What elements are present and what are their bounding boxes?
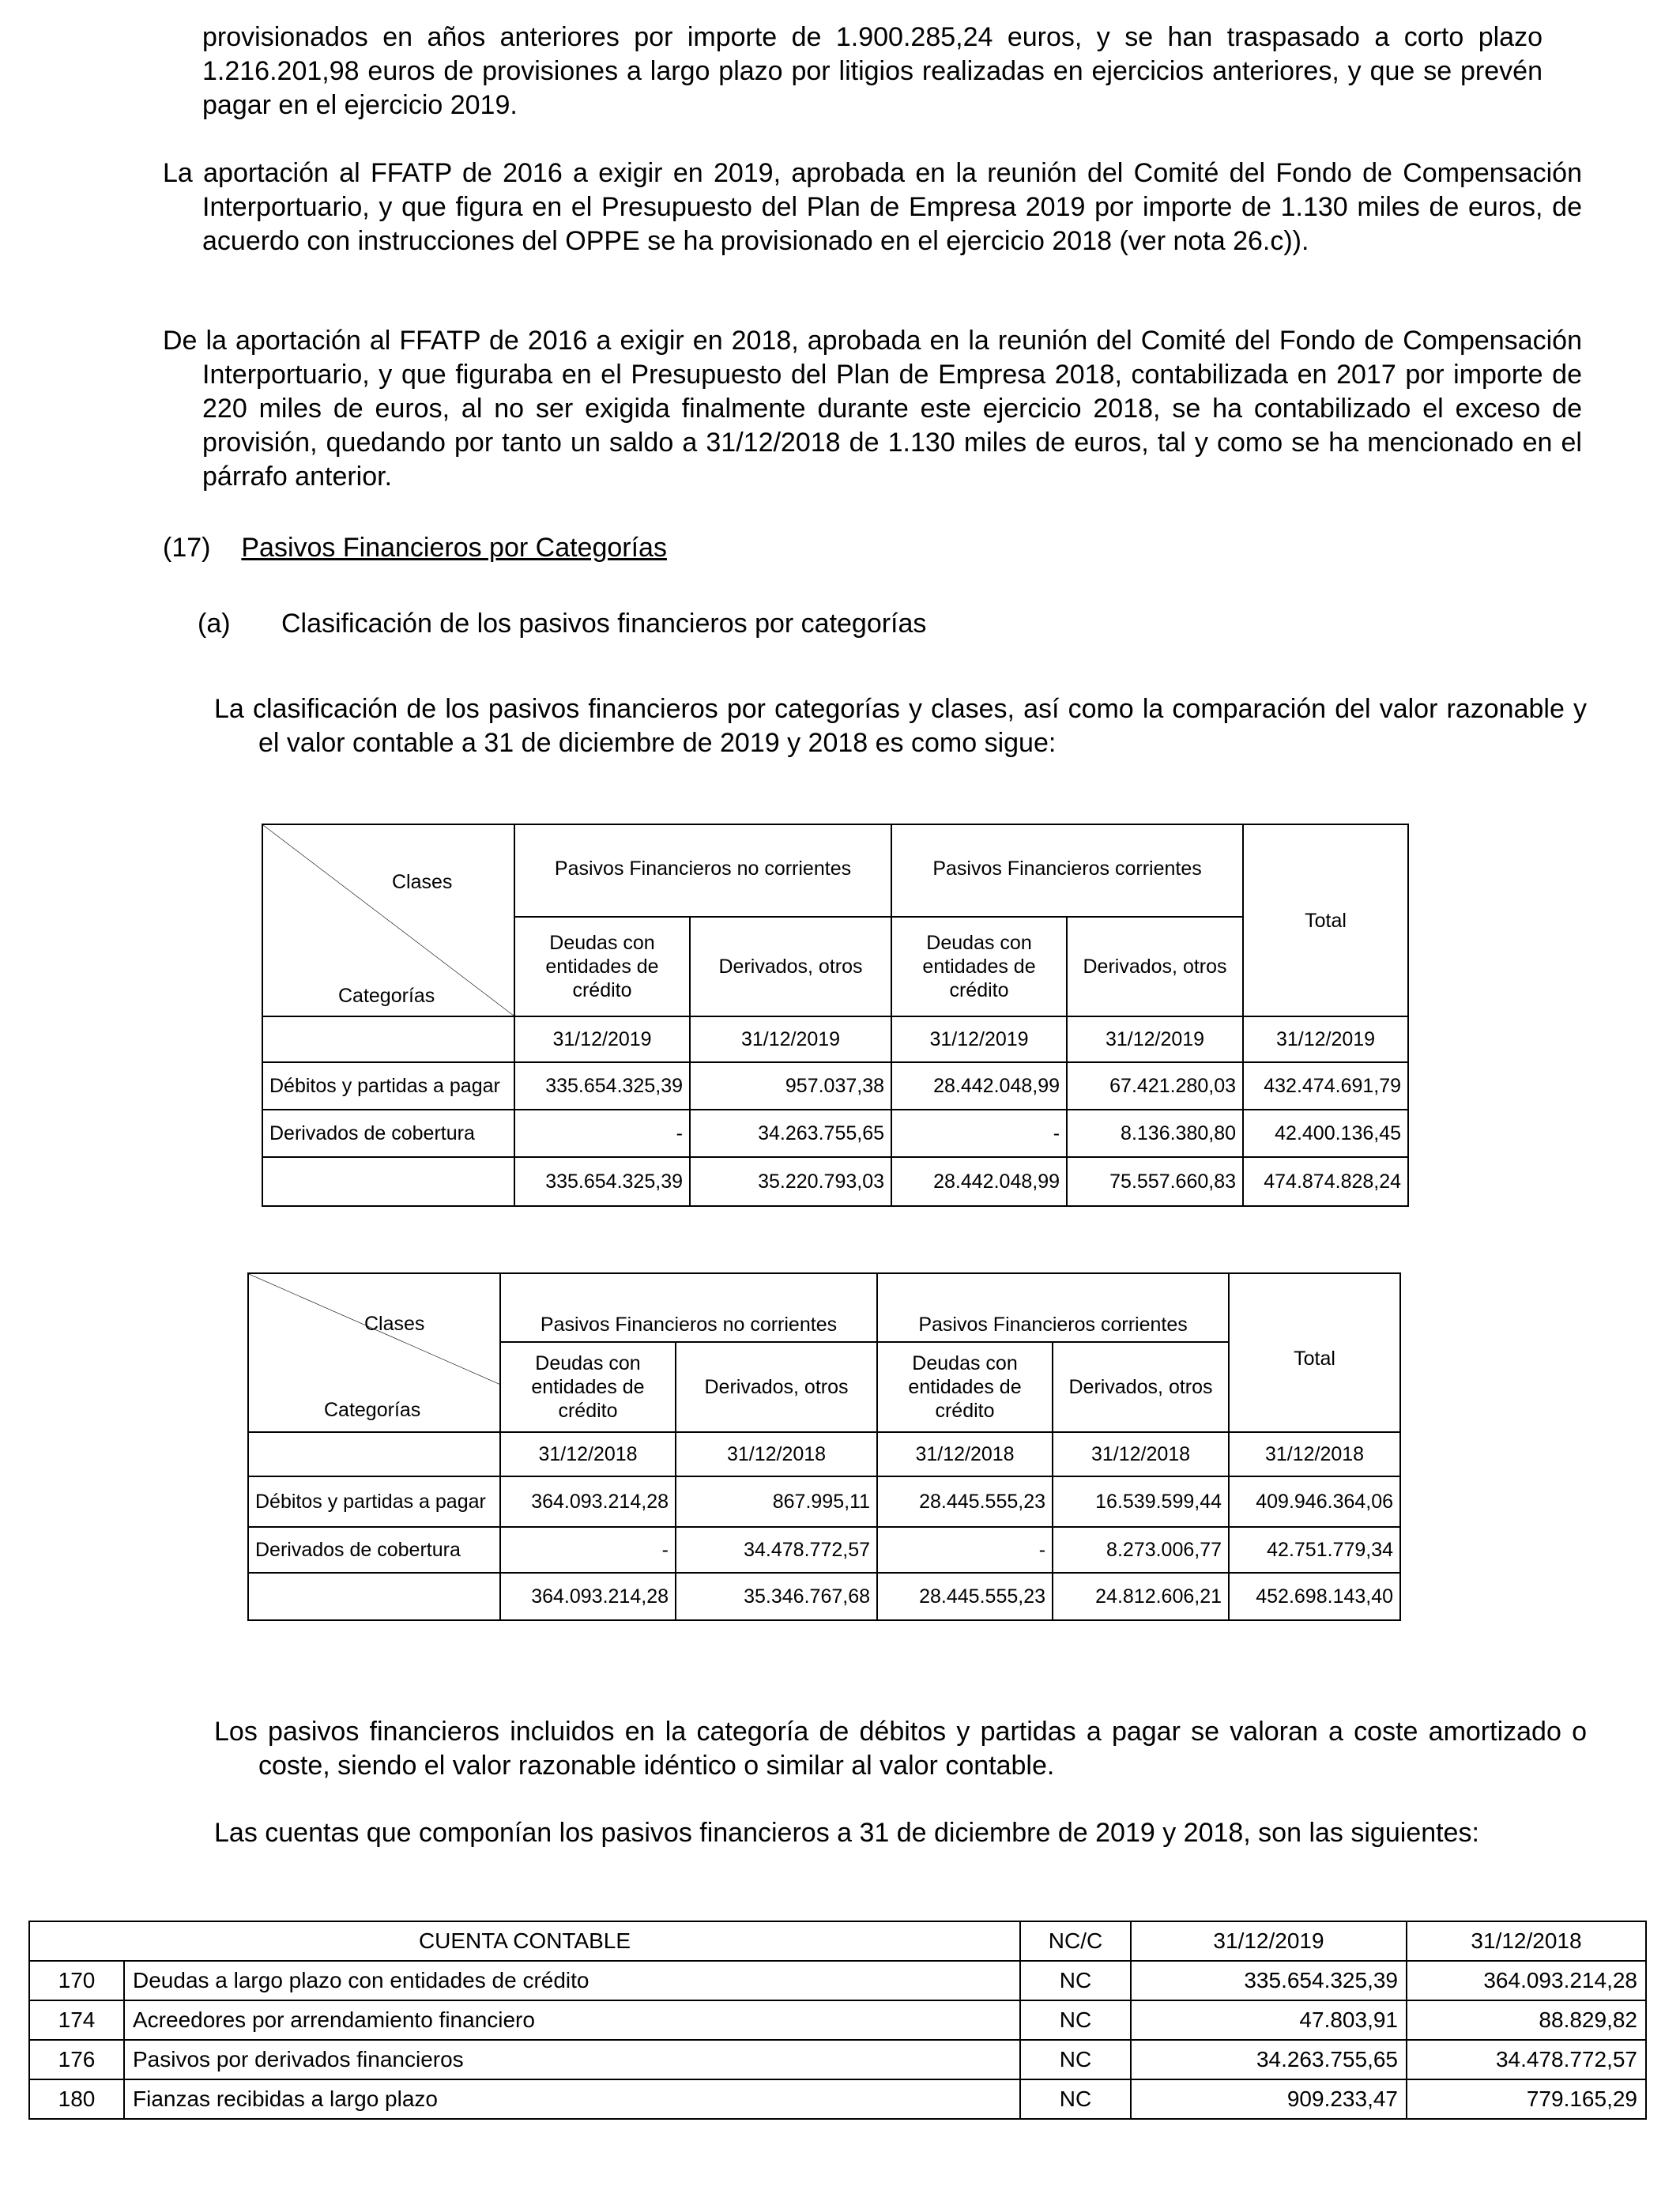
value-cell: 364.093.214,28 xyxy=(500,1573,676,1620)
section-title: Pasivos Financieros por Categorías xyxy=(241,533,667,563)
account-ncc: NC xyxy=(1020,2000,1131,2040)
paragraph-classification-intro: La clasificación de los pasivos financieros por categorías y clases, así como la comparación del valor razonable y el valor contable a 31 de diciembre de 2019 y 2018 es como sigue: xyxy=(214,694,1587,758)
account-name: Deudas a largo plazo con entidades de crédito xyxy=(124,1961,1020,2000)
account-name: Pasivos por derivados financieros xyxy=(124,2040,1020,2079)
value-cell: - xyxy=(877,1527,1053,1573)
header-ncc: NC/C xyxy=(1020,1921,1131,1961)
header-total: Total xyxy=(1243,824,1408,1016)
table-row xyxy=(262,1062,1408,1110)
table-header-row xyxy=(29,1921,1646,1961)
subsection-letter: (a) xyxy=(198,609,231,639)
header-clases: Clases xyxy=(364,1313,425,1335)
header-diagonal-cell xyxy=(262,824,514,1016)
table-row xyxy=(29,2000,1646,2040)
header-cuenta-contable: CUENTA CONTABLE xyxy=(29,1921,1020,1961)
value-cell: 34.478.772,57 xyxy=(676,1527,877,1573)
value-cell: 42.751.779,34 xyxy=(1229,1527,1400,1573)
header-deudas-nc: Deudas con entidades de crédito xyxy=(500,1342,676,1432)
account-ncc: NC xyxy=(1020,2079,1131,2119)
account-2018: 88.829,82 xyxy=(1407,2000,1646,2040)
account-code: 176 xyxy=(29,2040,124,2079)
value-cell: 75.557.660,83 xyxy=(1067,1157,1243,1206)
paragraph-ffatp-2018: De la aportación al FFATP de 2016 a exigir en 2018, aprobada en la reunión del Comité del Fondo de Compensación Interportuario, y que figuraba en el Presupuesto del Plan de Empresa 2018, contabilizada en 2017 por importe de 220 miles de euros, al no ser exigida finalmente durante este ejercicio 2018, se ha contabilizado el exceso de provisión, quedando por tanto un saldo a 31/12/2018 de 1.130 miles de euros, tal y como se ha mencionado en el párrafo anterior. xyxy=(163,326,1582,492)
header-group-current: Pasivos Financieros corrientes xyxy=(891,824,1243,917)
table-liabilities-2018 xyxy=(247,1272,1401,1621)
value-cell: 432.474.691,79 xyxy=(1243,1062,1408,1110)
account-2018: 34.478.772,57 xyxy=(1407,2040,1646,2079)
account-2019: 34.263.755,65 xyxy=(1131,2040,1407,2079)
value-cell: 28.442.048,99 xyxy=(891,1062,1067,1110)
account-name: Acreedores por arrendamiento financiero xyxy=(124,2000,1020,2040)
table-liabilities-2019 xyxy=(262,824,1409,1207)
paragraph-ffatp-2019: La aportación al FFATP de 2016 a exigir en 2019, aprobada en la reunión del Comité del Fondo de Compensación Interportuario, y que figura en el Presupuesto del Plan de Empresa 2019 por importe de 1.130 miles de euros, de acuerdo con instrucciones del OPPE se ha provisionado en el ejercicio 2018 (ver nota 26.c)). xyxy=(163,158,1582,256)
row-label xyxy=(248,1573,500,1620)
header-total: Total xyxy=(1229,1273,1400,1432)
date-cell: 31/12/2019 xyxy=(891,1016,1067,1062)
header-derivados-c: Derivados, otros xyxy=(1067,917,1243,1016)
header-derivados-c: Derivados, otros xyxy=(1053,1342,1229,1432)
table-row-total xyxy=(262,1157,1408,1206)
value-cell: 28.445.555,23 xyxy=(877,1476,1053,1527)
value-cell: 409.946.364,06 xyxy=(1229,1476,1400,1527)
value-cell: - xyxy=(514,1110,690,1157)
value-cell: 42.400.136,45 xyxy=(1243,1110,1408,1157)
value-cell: 16.539.599,44 xyxy=(1053,1476,1229,1527)
value-cell: 8.273.006,77 xyxy=(1053,1527,1229,1573)
table-row xyxy=(262,1110,1408,1157)
account-2019: 335.654.325,39 xyxy=(1131,1961,1407,2000)
header-clases: Clases xyxy=(392,871,453,893)
table-row xyxy=(29,2040,1646,2079)
paragraph-valuation: Los pasivos financieros incluidos en la categoría de débitos y partidas a pagar se valoran a coste amortizado o coste, siendo el valor razonable idéntico o similar al valor contable. xyxy=(214,1717,1587,1781)
value-cell: 335.654.325,39 xyxy=(514,1157,690,1206)
value-cell: - xyxy=(891,1110,1067,1157)
account-2018: 364.093.214,28 xyxy=(1407,1961,1646,2000)
account-ncc: NC xyxy=(1020,1961,1131,2000)
value-cell: 35.220.793,03 xyxy=(690,1157,891,1206)
table-row xyxy=(248,1527,1400,1573)
table-row xyxy=(29,1961,1646,2000)
table-row xyxy=(248,1476,1400,1527)
date-cell: 31/12/2019 xyxy=(1243,1016,1408,1062)
header-deudas-c: Deudas con entidades de crédito xyxy=(891,917,1067,1016)
header-diagonal-cell xyxy=(248,1273,500,1432)
date-row-label xyxy=(248,1432,500,1476)
subsection-heading xyxy=(198,607,926,641)
value-cell: 8.136.380,80 xyxy=(1067,1110,1243,1157)
header-categorias: Categorías xyxy=(324,1399,421,1421)
date-cell: 31/12/2018 xyxy=(676,1432,877,1476)
value-cell: 28.442.048,99 xyxy=(891,1157,1067,1206)
header-2018: 31/12/2018 xyxy=(1407,1921,1646,1961)
date-cell: 31/12/2019 xyxy=(514,1016,690,1062)
table-row-total xyxy=(248,1573,1400,1620)
table-accounts xyxy=(28,1921,1647,2120)
date-cell: 31/12/2018 xyxy=(1229,1432,1400,1476)
account-code: 180 xyxy=(29,2079,124,2119)
value-cell: 335.654.325,39 xyxy=(514,1062,690,1110)
header-group-noncurrent: Pasivos Financieros no corrientes xyxy=(500,1273,877,1342)
date-cell: 31/12/2019 xyxy=(690,1016,891,1062)
value-cell: 35.346.767,68 xyxy=(676,1573,877,1620)
header-2019: 31/12/2019 xyxy=(1131,1921,1407,1961)
date-cell: 31/12/2019 xyxy=(1067,1016,1243,1062)
value-cell: 867.995,11 xyxy=(676,1476,877,1527)
account-ncc: NC xyxy=(1020,2040,1131,2079)
date-row-label xyxy=(262,1016,514,1062)
value-cell: 474.874.828,24 xyxy=(1243,1157,1408,1206)
paragraph-continuation: provisionados en años anteriores por importe de 1.900.285,24 euros, y se han traspasado a corto plazo 1.216.201,98 euros de provisiones a largo plazo por litigios realizadas en ejercicios anteriores, y que se prevén pagar en el ejercicio 2019. xyxy=(202,22,1543,120)
header-group-noncurrent: Pasivos Financieros no corrientes xyxy=(514,824,891,917)
header-group-current: Pasivos Financieros corrientes xyxy=(877,1273,1229,1342)
row-label: Derivados de cobertura xyxy=(262,1110,514,1157)
row-label: Derivados de cobertura xyxy=(248,1527,500,1573)
value-cell: 452.698.143,40 xyxy=(1229,1573,1400,1620)
account-code: 170 xyxy=(29,1961,124,2000)
subsection-title: Clasificación de los pasivos financieros por categorías xyxy=(281,609,927,639)
header-deudas-nc: Deudas con entidades de crédito xyxy=(514,917,690,1016)
value-cell: 34.263.755,65 xyxy=(690,1110,891,1157)
value-cell: 28.445.555,23 xyxy=(877,1573,1053,1620)
table-row xyxy=(29,2079,1646,2119)
date-cell: 31/12/2018 xyxy=(500,1432,676,1476)
section-number: (17) xyxy=(163,533,211,563)
account-2019: 909.233,47 xyxy=(1131,2079,1407,2119)
value-cell: 67.421.280,03 xyxy=(1067,1062,1243,1110)
header-derivados-nc: Derivados, otros xyxy=(676,1342,877,1432)
value-cell: - xyxy=(500,1527,676,1573)
value-cell: 24.812.606,21 xyxy=(1053,1573,1229,1620)
row-label xyxy=(262,1157,514,1206)
row-label: Débitos y partidas a pagar xyxy=(248,1476,500,1527)
account-code: 174 xyxy=(29,2000,124,2040)
value-cell: 957.037,38 xyxy=(690,1062,891,1110)
paragraph-accounts-intro: Las cuentas que componían los pasivos financieros a 31 de diciembre de 2019 y 2018, son las siguientes: xyxy=(214,1818,1479,1848)
account-2019: 47.803,91 xyxy=(1131,2000,1407,2040)
header-derivados-nc: Derivados, otros xyxy=(690,917,891,1016)
date-cell: 31/12/2018 xyxy=(1053,1432,1229,1476)
row-label: Débitos y partidas a pagar xyxy=(262,1062,514,1110)
header-categorias: Categorías xyxy=(338,985,435,1007)
account-name: Fianzas recibidas a largo plazo xyxy=(124,2079,1020,2119)
account-2018: 779.165,29 xyxy=(1407,2079,1646,2119)
value-cell: 364.093.214,28 xyxy=(500,1476,676,1527)
section-heading xyxy=(163,531,667,565)
date-cell: 31/12/2018 xyxy=(877,1432,1053,1476)
header-deudas-c: Deudas con entidades de crédito xyxy=(877,1342,1053,1432)
